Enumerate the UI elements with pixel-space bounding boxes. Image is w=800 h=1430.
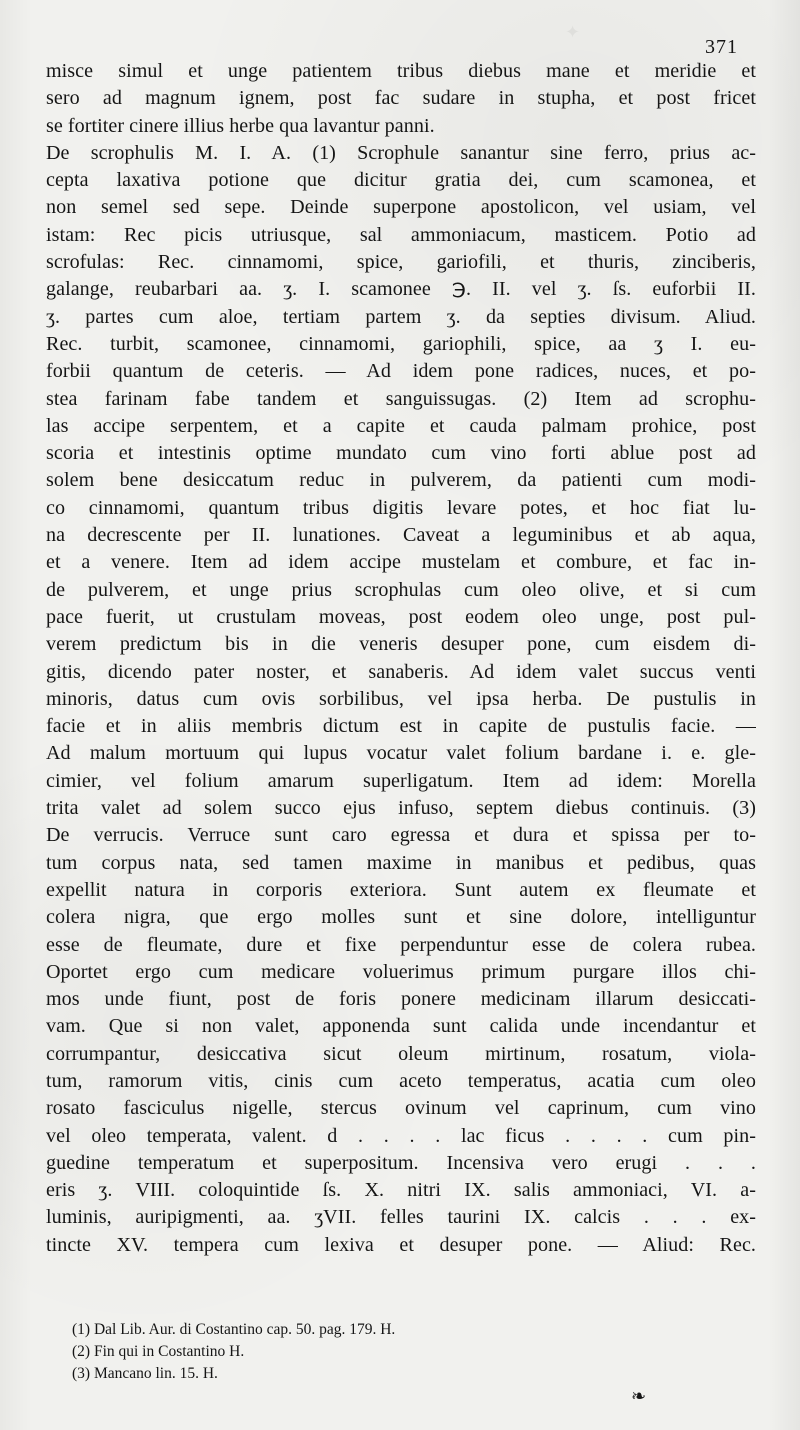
text-line: scoria et intestinis optime mundato cum vino forti ablue post ad — [46, 442, 756, 465]
text-line: pace fuerit, ut crustulam moveas, post eodem oleo unge, post pul- — [46, 605, 756, 628]
text-line: tum corpus nata, sed tamen maxime in manibus et pedibus, quas — [46, 851, 756, 874]
text-line: se fortiter cinere illius herbe qua lavantur panni. — [46, 114, 435, 137]
text-line: sero ad magnum ignem, post fac sudare in stupha, et post fricet — [46, 87, 756, 110]
text-line: stea farinam fabe tandem et sanguissugas. (2) Item ad scrophu- — [46, 387, 756, 410]
page-bleed-through: ✦ — [565, 22, 581, 42]
text-line: misce simul et unge patientem tribus diebus mane et meridie et — [46, 60, 756, 82]
text-line: scrofulas: Rec. cinnamomi, spice, gariofili, et thuris, zinciberis, — [46, 251, 756, 274]
text-line: cimier, vel folium amarum superligatum. Item ad idem: Morella — [46, 769, 756, 792]
text-line: esse de fleumate, dure et fixe perpenduntur esse de colera rubea. — [46, 933, 756, 956]
text-line: Oportet ergo cum medicare voluerimus primum purgare illos chi- — [46, 960, 756, 983]
text-line: tum, ramorum vitis, cinis cum aceto temperatus, acatia cum oleo — [46, 1069, 756, 1092]
text-line: et a venere. Item ad idem accipe mustelam et combure, et fac in- — [46, 551, 756, 574]
text-line: galange, reubarbari aa. ʒ. I. scamonee ℈. II. vel ʒ. ſs. euforbii II. — [46, 278, 756, 301]
text-line: Rec. turbit, scamonee, cinnamomi, gariophili, spice, aa ʒ I. eu- — [46, 332, 756, 355]
text-line: verem predictum bis in die veneris desuper pone, cum eisdem di- — [46, 633, 756, 656]
text-line: na decrescente per II. lunationes. Caveat a leguminibus et ab aqua, — [46, 524, 756, 547]
text-line: tincte XV. tempera cum lexiva et desuper pone. — Aliud: Rec. — [46, 1233, 756, 1256]
text-line: istam: Rec picis utriusque, sal ammoniacum, masticem. Potio ad — [46, 223, 756, 246]
text-line: De scrophulis M. I. A. (1) Scrophule sanantur sine ferro, prius ac- — [46, 141, 756, 164]
text-line: vel oleo temperata, valent. d . . . . lac ficus . . . . cum pin- — [46, 1124, 756, 1147]
text-line: guedine temperatum et superpositum. Incensiva vero erugi . . . — [46, 1151, 756, 1174]
text-line: co cinnamomi, quantum tribus digitis levare potes, et hoc fiat lu- — [46, 496, 756, 519]
text-line: minoris, datus cum ovis sorbilibus, vel ipsa herba. De pustulis in — [46, 687, 756, 710]
text-line: trita valet ad solem succo ejus infuso, septem diebus continuis. (3) — [46, 797, 756, 820]
text-line: vam. Que si non valet, apponenda sunt calida unde incendantur et — [46, 1015, 756, 1038]
text-line: luminis, auripigmenti, aa. ʒVII. felles taurini IX. calcis . . . ex- — [46, 1206, 756, 1229]
text-line: solem bene desiccatum reduc in pulverem, da patienti cum modi- — [46, 469, 756, 492]
text-line: gitis, dicendo pater noster, et sanaberis. Ad idem valet succus venti — [46, 660, 756, 683]
text-line: De verrucis. Verruce sunt caro egressa et dura et spissa per to- — [46, 824, 756, 847]
text-line: non semel sed sepe. Deinde superpone apostolicon, vel usiam, vel — [46, 196, 756, 219]
footnote-2: (2) Fin qui in Costantino H. — [72, 1343, 245, 1360]
footnote-3: (3) Mancano lin. 15. H. — [72, 1365, 218, 1382]
text-line: colera nigra, que ergo molles sunt et sine dolore, intelliguntur — [46, 906, 756, 929]
footnotes — [72, 1319, 572, 1385]
text-line: facie et in aliis membris dictum est in capite de pustulis facie. — — [46, 715, 756, 738]
text-line: eris ʒ. VIII. coloquintide ſs. X. nitri IX. salis ammoniaci, VI. a- — [46, 1179, 756, 1202]
text-line: corrumpantur, desiccativa sicut oleum mirtinum, rosatum, viola- — [46, 1042, 756, 1065]
page-number: 371 — [705, 36, 738, 58]
text-line: Ad malum mortuum qui lupus vocatur valet folium bardane i. e. gle- — [46, 742, 756, 765]
text-line: cepta laxativa potione que dicitur gratia dei, cum scamonea, et — [46, 169, 756, 192]
text-line: rosato fasciculus nigelle, stercus ovinum vel caprinum, cum vino — [46, 1097, 756, 1120]
text-line: expellit natura in corporis exteriora. Sunt autem ex fleumate et — [46, 878, 756, 901]
footnote-1: (1) Dal Lib. Aur. di Costantino cap. 50. pag. 179. H. — [72, 1321, 396, 1338]
text-line: forbii quantum de ceteris. — Ad idem pone radices, nuces, et po- — [46, 360, 756, 383]
text-line: mos unde fiunt, post de foris ponere medicinam illarum desiccati- — [46, 988, 756, 1011]
text-line: ʒ. partes cum aloe, tertiam partem ʒ. da septies divisum. Aliud. — [46, 305, 756, 328]
main-text-block — [46, 58, 756, 1259]
text-line: de pulverem, et unge prius scrophulas cum oleo olive, et si cum — [46, 578, 756, 601]
text-line: las accipe serpentem, et a capite et cauda palmam prohice, post — [46, 414, 756, 437]
printer-ornament-icon: ❧ — [631, 1386, 647, 1407]
